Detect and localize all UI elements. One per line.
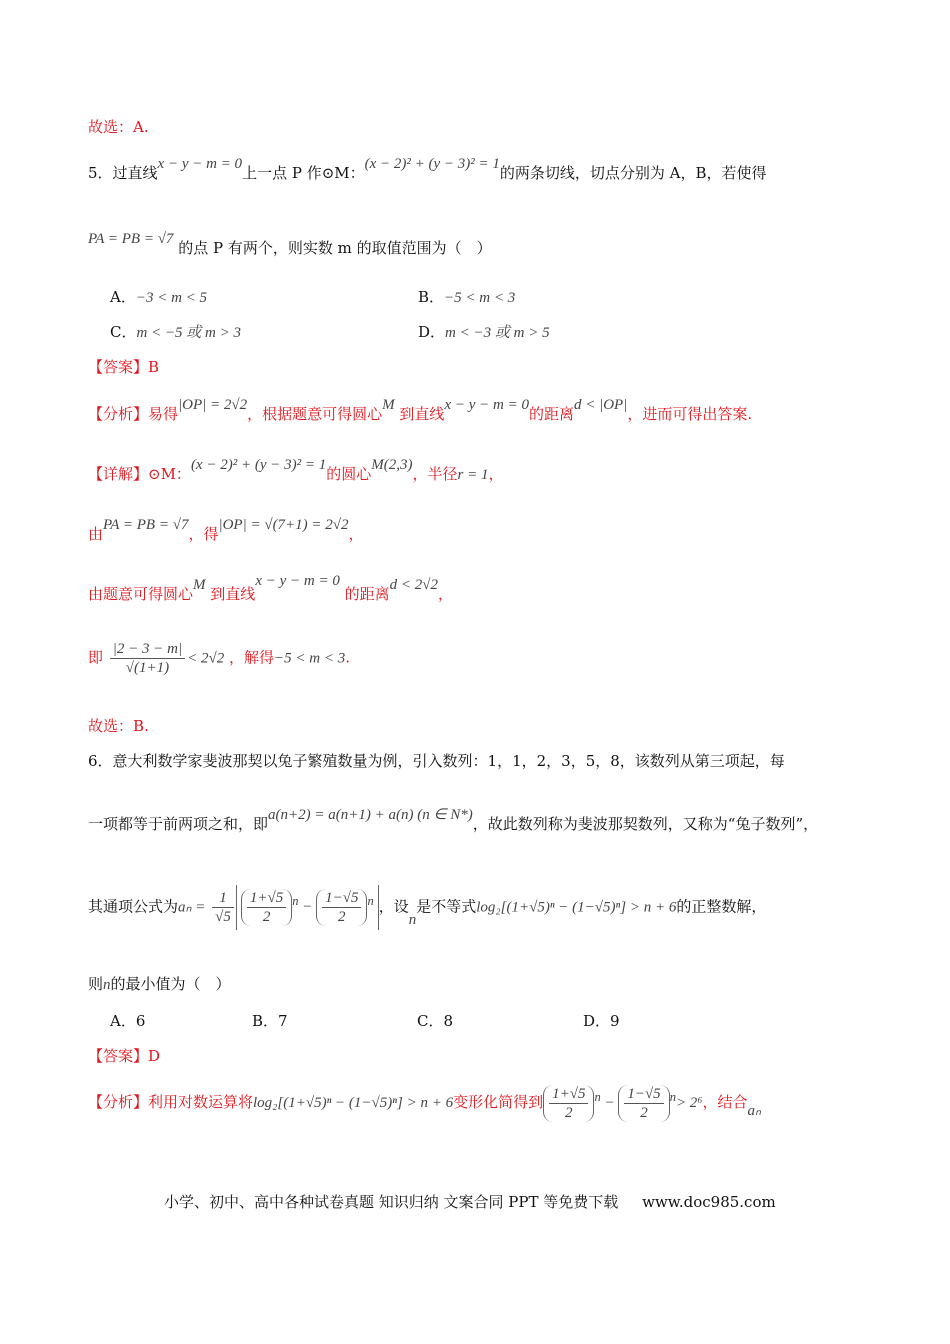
text: 一项都等于前两项之和，即 [88,815,269,833]
math: M [193,577,206,593]
text: 的点 P 有两个，则实数 m 的取值范围为（ ） [178,239,492,257]
q5-detail-4 [88,640,350,677]
text: 【详解】⊙M： [88,465,191,483]
text: 【分析】易得 [88,405,179,423]
label: D． [583,1012,611,1030]
label: A． [110,1012,136,1030]
numerator: 1+√5 [247,889,286,908]
q5-option-b [418,286,515,307]
q5-analysis [88,397,753,425]
label: D． [418,323,446,341]
numerator: 1−√5 [322,889,361,908]
numerator: 1 [212,889,234,908]
math: > 2⁶ [675,1094,703,1111]
math: < 2√2 [187,650,225,667]
text: ，解得 [229,648,275,667]
math: −5 < m < 3 [274,650,346,667]
text: ，结合 [702,1092,748,1111]
text: 到直线 [399,405,445,423]
fraction [212,889,234,926]
numerator: |2 − 3 − m| [110,640,185,659]
text: 的正整数解， [676,897,767,916]
value: 8 [443,1012,454,1030]
value: 9 [610,1012,620,1030]
numerator: 1−√5 [624,1085,663,1104]
text: 【分析】利用对数运算将 [88,1092,254,1111]
q6-line4 [88,974,231,995]
q5-option-d [418,321,550,342]
text: 其通项公式为 [88,897,179,916]
text: ，半径 [412,465,458,483]
text: ， [348,525,364,543]
text: . [345,648,351,667]
numerator: 1+√5 [549,1085,588,1104]
value: m < −5 或 m > 3 [136,325,242,341]
math: PA = PB = √7 [103,517,189,533]
math: log₂[(1+√5)ⁿ − (1−√5)ⁿ] > n + 6 [476,899,677,916]
denominator: √(1+1) [125,660,170,676]
math: M [382,397,395,413]
math: n [103,977,111,993]
label: C． [110,323,137,341]
text: ，进而可得出答案. [627,405,753,423]
label: C． [417,1012,444,1030]
math: a(n+2) = a(n+1) + a(n) (n ∈ N*) [268,807,473,823]
footer [164,1191,776,1212]
q5-detail-3 [88,573,453,605]
denominator: 2 [565,1105,573,1121]
q5-line2 [88,231,492,259]
math: r = 1 [457,467,489,483]
text: 的最小值为（ ） [110,975,231,993]
math: |OP| = √(7+1) = 2√2 [218,517,349,533]
text: 变形化简得到 [453,1092,544,1111]
q6-option-a [110,1010,145,1031]
text: 即 [88,648,104,667]
fraction [110,640,185,677]
math: |OP| = 2√2 [178,397,248,413]
q5-answer: 【答案】B [88,358,160,376]
q6-option-d [583,1010,620,1031]
value: m < −3 或 m > 5 [445,325,550,341]
text: 5．过直线 [88,164,158,182]
q6-line1: 6．意大利数学家斐波那契以兔子繁殖数量为例，引入数列：1，1，2，3，5，8，该数列从第三项起，每 [88,752,785,770]
q5-detail-1 [88,457,504,485]
text: ，设 [378,897,409,916]
math: d < |OP| [573,397,628,413]
denominator: 2 [640,1105,648,1121]
label: A． [110,288,136,306]
q5-choose: 故选：B. [88,717,149,735]
math: (x − 2)² + (y − 3)² = 1 [190,457,327,473]
q6-line2 [88,807,819,835]
q5-detail-2 [88,517,364,545]
math: x − y − m = 0 [444,397,529,413]
math: PA = PB = √7 [88,231,174,247]
math: x − y − m = 0 [157,156,243,172]
text: 的距离 [528,405,574,423]
text: 的圆心 [326,465,372,483]
text: ， [437,585,453,603]
value: 6 [135,1012,146,1030]
denominator: 2 [338,909,346,925]
q5-option-c [110,321,241,342]
text: ，得 [188,525,219,543]
q5-line1 [88,156,767,184]
text: 由 [88,525,104,543]
text: 上一点 P 作⊙M： [242,164,365,182]
prev-choose: 故选：A. [88,118,149,136]
text: 的距离 [344,585,390,603]
bracket: $\frac{1+√5}{2}$ $^n$ − $\frac{1-√5}{2}$ $^n$ [236,885,379,930]
value: −5 < m < 3 [444,290,516,306]
q6-line3 [88,885,766,930]
math: aₙ = [178,899,206,916]
math: x − y − m = 0 [255,573,340,589]
footer-text: 小学、初中、高中各种试卷真题 知识归纳 文案合同 PPT 等免费下载 [164,1193,619,1211]
math: (x − 2)² + (y − 3)² = 1 [364,156,500,172]
text: 到直线 [210,585,256,603]
math: aₙ [747,1102,762,1119]
q6-analysis: 【分析】利用对数运算将log₂[(1+√5)ⁿ − (1−√5)ⁿ] > n + 6变形化简得到 $\frac{1+√5}{2}$ $^n$ − $\frac{1-√5}{2}$ $^n$> 2⁶，结合aₙ [88,1086,762,1121]
q6-option-c [417,1010,453,1031]
value: −3 < m < 5 [135,290,208,306]
math: n [408,911,417,928]
footer-link[interactable]: www.doc985.com [642,1193,776,1211]
text: ，根据题意可得圆心 [247,405,383,423]
denominator: √5 [215,909,231,925]
value: 7 [278,1012,288,1030]
text: ，故此数列称为斐波那契数列，又称为“兔子数列”， [472,815,819,833]
text: 由题意可得圆心 [88,585,194,603]
q5-option-a [110,286,207,307]
q6-option-b [252,1010,288,1031]
math: M(2,3) [371,457,413,473]
math: d < 2√2 [389,577,438,593]
text: 是不等式 [416,897,477,916]
label: B． [418,288,445,306]
text: 的两条切线，切点分别为 A，B，若使得 [499,164,767,182]
text: 则 [88,975,104,993]
math: log₂[(1+√5)ⁿ − (1−√5)ⁿ] > n + 6 [253,1094,454,1111]
label: B． [252,1012,279,1030]
denominator: 2 [262,909,271,925]
text: ， [488,465,504,483]
q6-answer: 【答案】D [88,1047,161,1065]
